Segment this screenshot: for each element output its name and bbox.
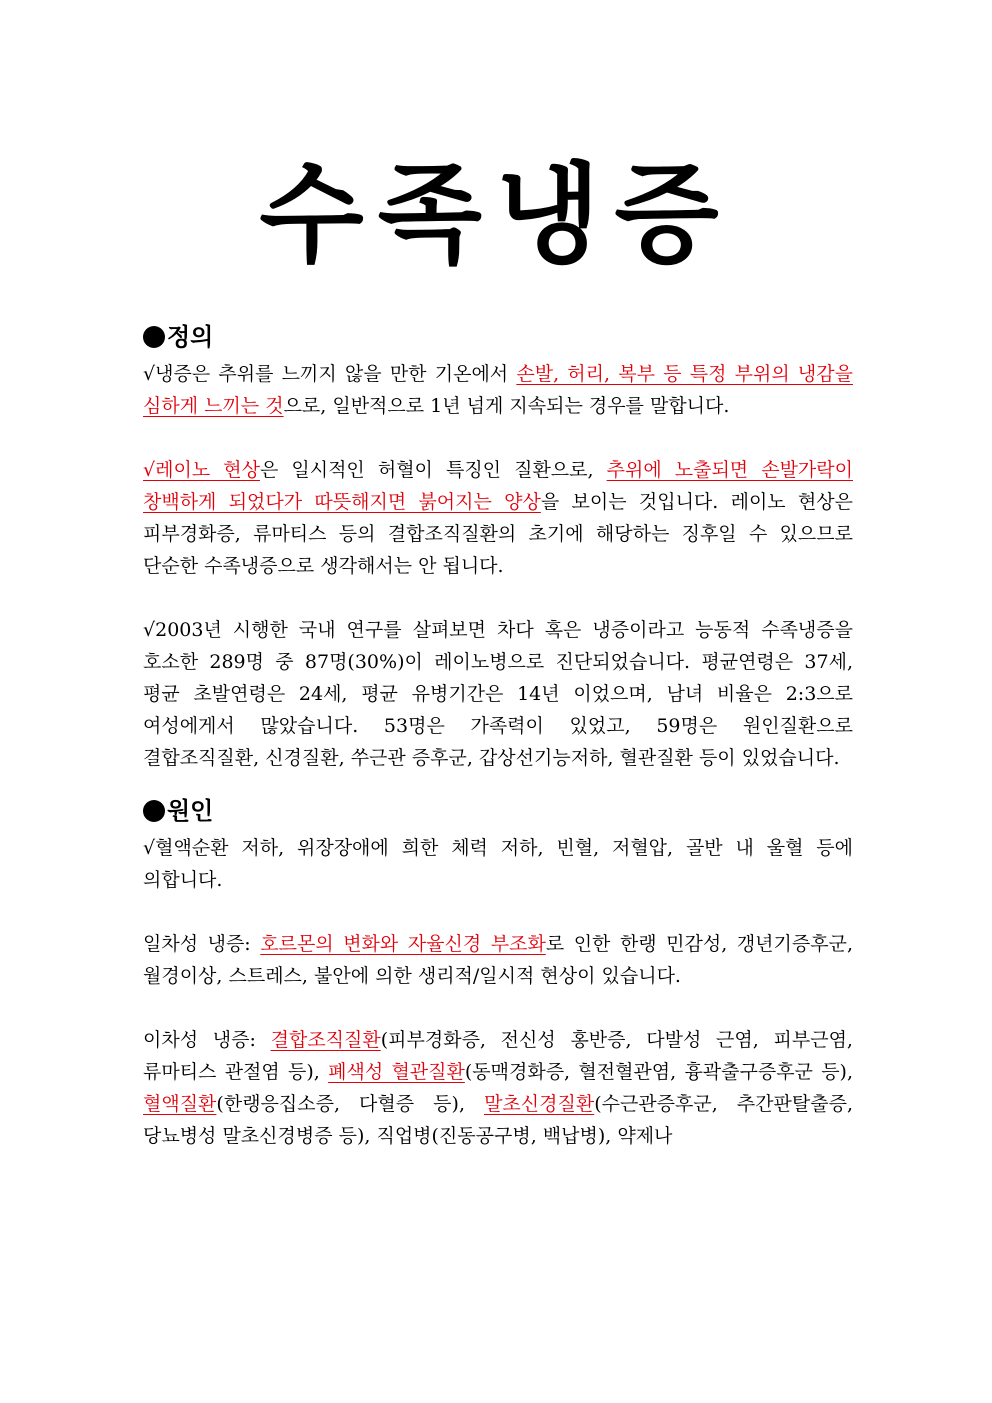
text-run: (피부경화증, 전신성 홍반증, 다발성 근염, 피부근염, 류마티스 관절염 등), <box>143 1029 853 1083</box>
highlighted-text: 폐색성 혈관질환 <box>328 1061 465 1083</box>
text-run: 으로, 일반적으로 1년 넘게 지속되는 경우를 말합니다. <box>283 395 730 417</box>
text-run: 이차성 냉증: <box>143 1029 271 1051</box>
highlighted-text: 손발, 허리, 복부 등 특정 부위의 냉감을 심하게 느끼는 것 <box>143 363 853 417</box>
highlighted-text: 추위에 노출되면 손발가락이 창백하게 되었다가 따뜻해지면 붉어지는 양상 <box>143 459 853 513</box>
text-run: (동맥경화증, 혈전혈관염, 흉곽출구증후군 등), <box>464 1061 854 1083</box>
paragraph-spacer <box>143 422 853 454</box>
section-spacer <box>143 774 853 794</box>
text-run: (한랭응집소증, 다혈증 등), <box>216 1093 485 1115</box>
cause-paragraph-3 <box>143 1024 853 1152</box>
text-run: 을 보이는 것입니다. 레이노 현상은 피부경화증, 류마티스 등의 결합조직질환의 초기에 해당하는 징후일 수 있으므로 단순한 수족냉증으로 생각해서는 안 됩니다. <box>143 491 854 577</box>
highlighted-text: 말초신경질환 <box>484 1093 595 1115</box>
paragraph-spacer <box>143 582 853 614</box>
document-body <box>143 320 853 1152</box>
paragraph-spacer <box>143 896 853 928</box>
black-circle-bullet-icon <box>143 326 165 348</box>
highlighted-text: 혈액질환 <box>143 1093 217 1115</box>
section-heading-definition <box>143 320 853 354</box>
paragraph-spacer <box>143 992 853 1024</box>
highlighted-text: √레이노 현상 <box>143 459 260 481</box>
definition-paragraph-3: √2003년 시행한 국내 연구를 살펴보면 차다 혹은 냉증이라고 능동적 수족냉증을 호소한 289명 중 87명(30%)이 레이노병으로 진단되었습니다. 평균연령은 37세, 평균 초발연령은 24세, 평균 유병기간은 14년 이었으며, 남녀 비율은 2:3으로 여성에게서 많았습니다. 53명은 가족력이 있었고, 59명은 원인질환으로 결합조직질환, 신경질환, 쑤근관 증후군, 갑상선기능저하, 혈관질환 등이 있었습니다. <box>143 619 853 769</box>
text-run: (수근관증후군, 추간판탈출증, 당뇨병성 말초신경병증 등), 직업병(진동공구병, 백납병), 약제나 <box>143 1093 853 1147</box>
cause-paragraph-1: √혈액순환 저하, 위장장애에 희한 체력 저하, 빈혈, 저혈압, 골반 내 울혈 등에 의합니다. <box>143 837 853 891</box>
highlighted-text: 결합조직질환 <box>270 1029 381 1051</box>
section-heading-label: 원인 <box>167 797 214 825</box>
section-heading-label: 정의 <box>167 323 214 351</box>
document-title: 수족냉증 <box>259 152 733 278</box>
cause-paragraph-2 <box>143 928 853 992</box>
text-run: 은 일시적인 허혈이 특징인 질환으로, <box>259 459 607 481</box>
text-run: 일차성 냉증: <box>143 933 261 955</box>
definition-paragraph-1 <box>143 358 853 422</box>
text-run: 로 인한 한랭 민감성, 갱년기증후군, 월경이상, 스트레스, 불안에 의한 생리적/일시적 현상이 있습니다. <box>143 933 853 987</box>
section-heading-cause <box>143 794 853 828</box>
text-run: √냉증은 추위를 느끼지 않을 만한 기온에서 <box>143 363 517 385</box>
definition-paragraph-2 <box>143 454 853 582</box>
highlighted-text: 호르몬의 변화와 자율신경 부조화 <box>260 933 546 955</box>
black-circle-bullet-icon <box>143 800 165 822</box>
